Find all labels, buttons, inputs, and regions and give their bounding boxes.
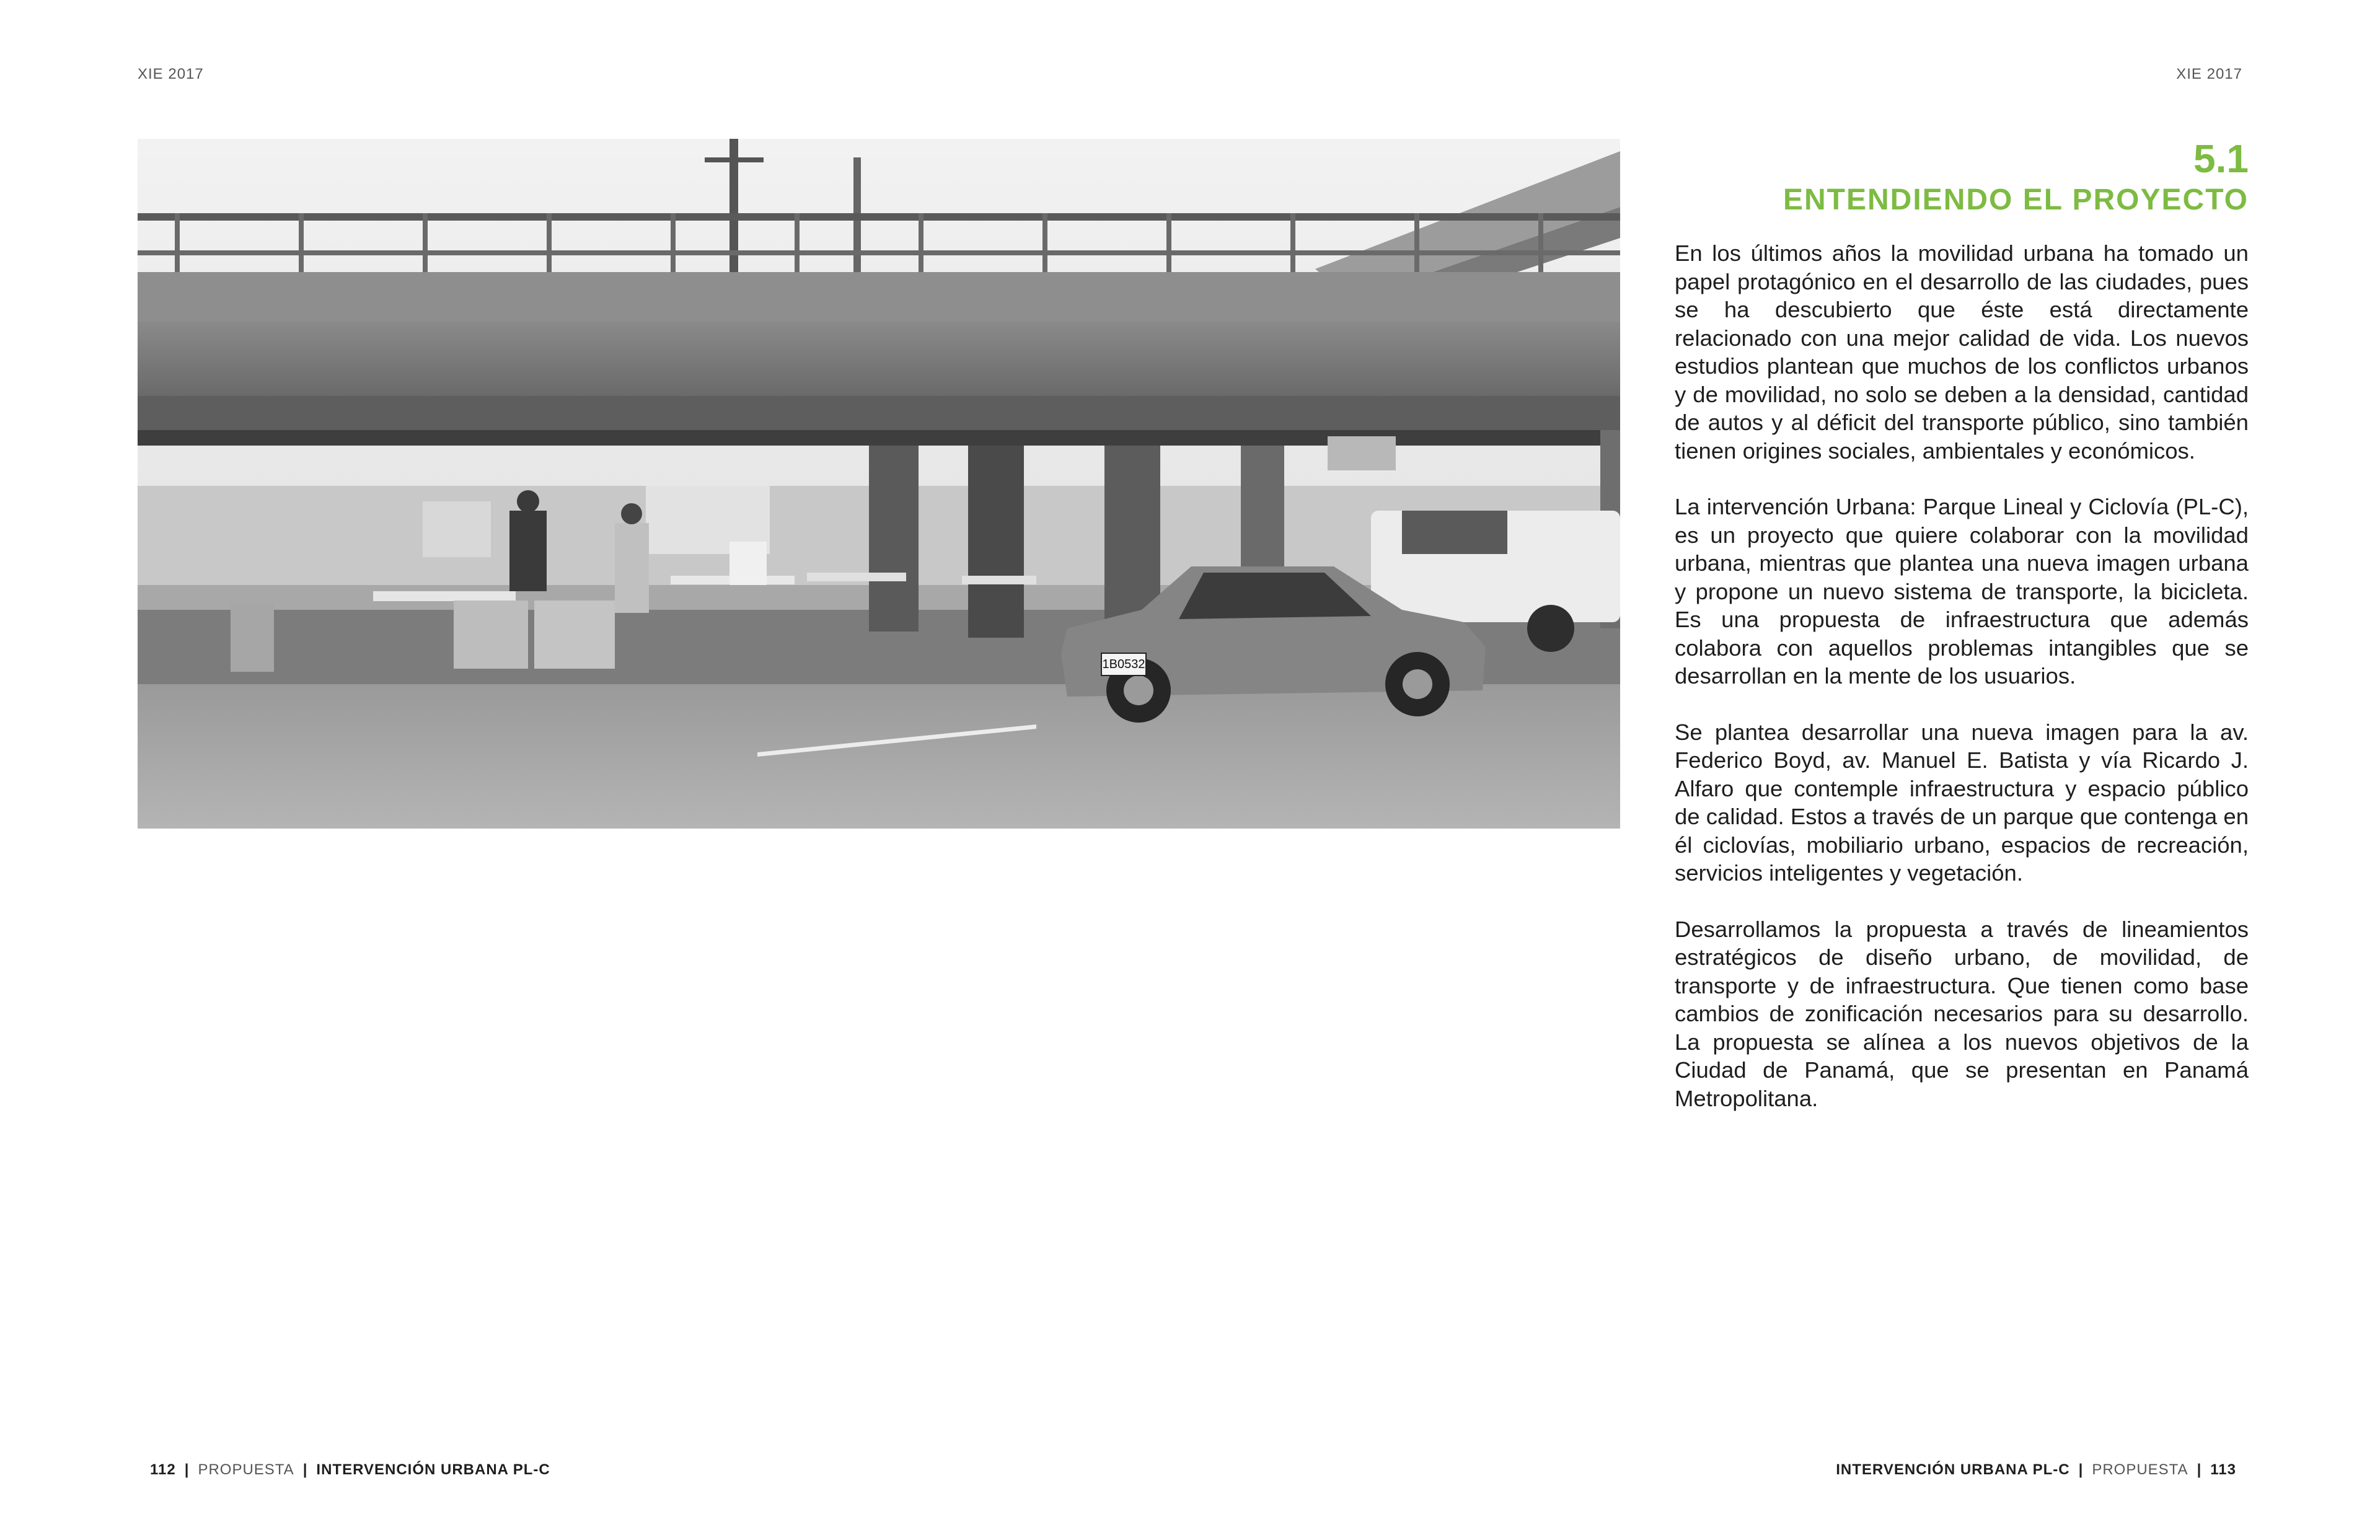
overpass-photo [138,139,1620,829]
body-text [1675,239,2249,1140]
license-plate: 1B0532 [1102,658,1145,671]
paragraph: Desarrollamos la propuesta a través de lineamientos estratégicos de diseño urbano, de movilidad, de transporte y de infraestructura. Que tienen como base cambios de zonificación necesarios para su desarrollo. La propuesta se alínea a los nuevos objetivos de la Ciudad de Panamá, que se presentan en Panamá Metropolitana. [1675,916,2249,1111]
footer-title-left: INTERVENCIÓN URBANA PL-C [316,1461,550,1478]
footer-separator: | [302,1461,308,1478]
footer-section-left: PROPUESTA [198,1461,294,1478]
footer-left [150,1461,550,1479]
footer-title-right: INTERVENCIÓN URBANA PL-C [1836,1461,2070,1478]
section-number: 5.1 [2193,136,2249,181]
paragraph: En los últimos años la movilidad urbana ha tomado un papel protagónico en el desarrollo de las ciudades, pues se ha descubierto que éste está directamente relacionado con una mejor calidad de vida. Los nuevos estudios plantean que muchos de los conflictos urbanos y de movilidad, no solo se deben a la densidad, cantidad de autos y al déficit del transporte público, sino también tienen origines sociales, ambientales y económicos. [1675,240,2249,464]
page-number-right: 113 [2210,1461,2236,1478]
footer-right [1836,1461,2236,1479]
footer-separator: | [2078,1461,2084,1478]
section-title: ENTENDIENDO EL PROYECTO [1783,183,2249,216]
footer-separator: | [2197,1461,2202,1478]
page-number-left: 112 [150,1461,176,1478]
running-head-left: XIE 2017 [138,66,204,82]
footer-separator: | [184,1461,190,1478]
paragraph: La intervención Urbana: Parque Lineal y Ciclovía (PL-C), es un proyecto que quiere colaborar con la movilidad urbana, mientras que plantea una nueva imagen urbana y propone un nuevo sistema de transporte, la bicicleta. Es una propuesta de infraestructura que además colabora con aquellos problemas intangibles que se desarrollan en la mente de los usuarios. [1675,494,2249,689]
paragraph: Se plantea desarrollar una nueva imagen para la av. Federico Boyd, av. Manuel E. Batista y vía Ricardo J. Alfaro que contemple infraestructura y espacio público de calidad. Estos a través de un parque que contenga en él ciclovías, mobiliario urbano, espacios de recreación, servicios inteligentes y vegetación. [1675,719,2249,886]
overpass-street-market-image [138,139,1620,829]
footer-section-right: PROPUESTA [2092,1461,2188,1478]
running-head-right: XIE 2017 [2176,66,2242,82]
section-heading [1783,135,2249,218]
